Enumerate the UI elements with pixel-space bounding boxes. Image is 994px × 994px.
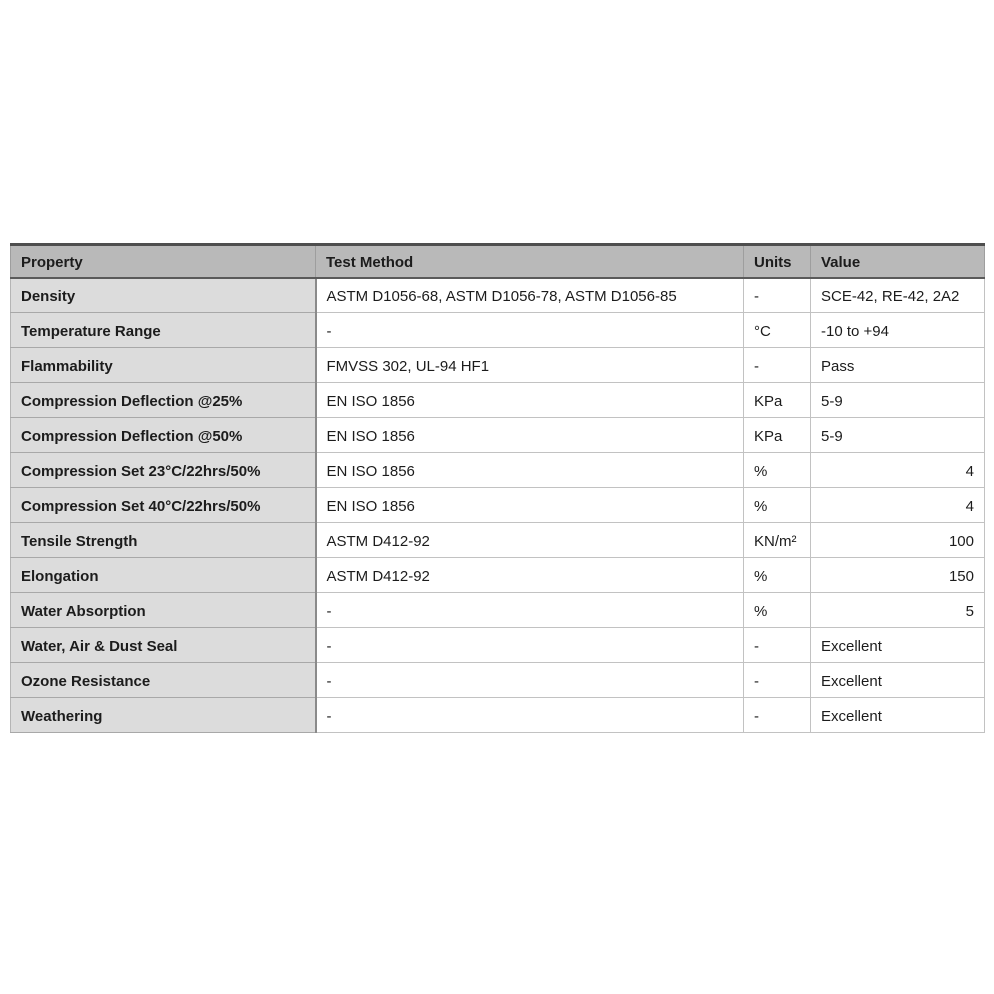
table-row-compression-deflection-50: [11, 418, 985, 453]
cell-value: Excellent: [811, 628, 985, 663]
cell-units: °C: [744, 313, 811, 348]
cell-property: Density: [11, 278, 316, 313]
column-header-value: Value: [811, 245, 985, 278]
cell-value: SCE-42, RE-42, 2A2: [811, 278, 985, 313]
cell-property: Compression Set 40°C/22hrs/50%: [11, 488, 316, 523]
cell-units: %: [744, 558, 811, 593]
cell-property: Flammability: [11, 348, 316, 383]
cell-property: Weathering: [11, 698, 316, 733]
cell-property: Compression Set 23°C/22hrs/50%: [11, 453, 316, 488]
cell-test-method: -: [316, 663, 744, 698]
cell-value: 5-9: [811, 383, 985, 418]
cell-property: Ozone Resistance: [11, 663, 316, 698]
cell-property: Water Absorption: [11, 593, 316, 628]
cell-units: KPa: [744, 383, 811, 418]
cell-test-method: -: [316, 313, 744, 348]
cell-test-method: -: [316, 593, 744, 628]
cell-units: %: [744, 593, 811, 628]
header-row: [11, 245, 985, 278]
cell-test-method: EN ISO 1856: [316, 453, 744, 488]
cell-units: KN/m²: [744, 523, 811, 558]
cell-units: %: [744, 453, 811, 488]
table-row-compression-set-23: [11, 453, 985, 488]
table-row-density: [11, 278, 985, 313]
cell-value: -10 to +94: [811, 313, 985, 348]
cell-value: 4: [811, 488, 985, 523]
cell-test-method: EN ISO 1856: [316, 488, 744, 523]
cell-units: -: [744, 628, 811, 663]
cell-test-method: -: [316, 698, 744, 733]
cell-test-method: ASTM D1056-68, ASTM D1056-78, ASTM D1056-85: [316, 278, 744, 313]
cell-units: KPa: [744, 418, 811, 453]
column-header-property: Property: [11, 245, 316, 278]
cell-test-method: ASTM D412-92: [316, 523, 744, 558]
table-row-water-absorption: [11, 593, 985, 628]
cell-test-method: -: [316, 628, 744, 663]
cell-value: 5-9: [811, 418, 985, 453]
cell-value: 150: [811, 558, 985, 593]
table-row-flammability: [11, 348, 985, 383]
cell-test-method: FMVSS 302, UL-94 HF1: [316, 348, 744, 383]
cell-property: Tensile Strength: [11, 523, 316, 558]
cell-units: -: [744, 698, 811, 733]
material-properties-table: [10, 243, 985, 733]
cell-property: Compression Deflection @50%: [11, 418, 316, 453]
cell-test-method: EN ISO 1856: [316, 418, 744, 453]
table-row-compression-set-40: [11, 488, 985, 523]
table-row-weathering: [11, 698, 985, 733]
cell-value: Excellent: [811, 663, 985, 698]
table-row-ozone-resistance: [11, 663, 985, 698]
cell-units: -: [744, 278, 811, 313]
table-row-temperature-range: [11, 313, 985, 348]
table-row-elongation: [11, 558, 985, 593]
cell-units: -: [744, 348, 811, 383]
cell-units: -: [744, 663, 811, 698]
table-row-compression-deflection-25: [11, 383, 985, 418]
cell-value: 5: [811, 593, 985, 628]
cell-property: Temperature Range: [11, 313, 316, 348]
column-header-test-method: Test Method: [316, 245, 744, 278]
column-header-units: Units: [744, 245, 811, 278]
cell-units: %: [744, 488, 811, 523]
table-row-water-air-dust-seal: [11, 628, 985, 663]
cell-value: 4: [811, 453, 985, 488]
cell-value: Pass: [811, 348, 985, 383]
table-row-tensile-strength: [11, 523, 985, 558]
cell-value: Excellent: [811, 698, 985, 733]
cell-value: 100: [811, 523, 985, 558]
cell-property: Compression Deflection @25%: [11, 383, 316, 418]
cell-test-method: EN ISO 1856: [316, 383, 744, 418]
cell-test-method: ASTM D412-92: [316, 558, 744, 593]
cell-property: Water, Air & Dust Seal: [11, 628, 316, 663]
cell-property: Elongation: [11, 558, 316, 593]
